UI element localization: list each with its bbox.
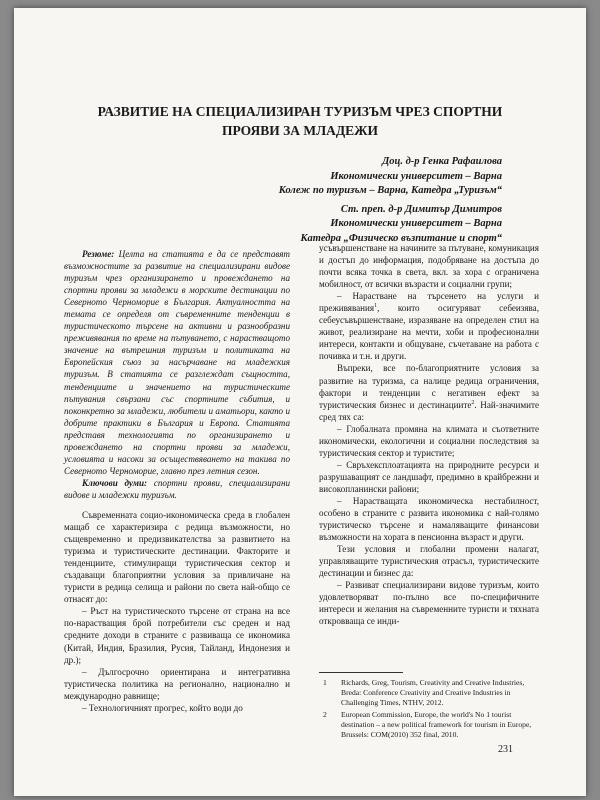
keywords-text: спортни прояви, специализирани видове и младежки туризъм. <box>64 477 291 500</box>
footnote-text: Richards, Greg, Tourism, Creativity and Creative Industries, Breda: Conference Creativity and Creative Industries in Challenging Times, NTHV, 2012. <box>341 678 525 707</box>
author-1-department: Колеж по туризъм – Варна, Катедра „Туризъм“ <box>278 185 502 196</box>
footnote-ref: 1 <box>374 303 378 310</box>
body-paragraph: – Нарастващата икономическа нестабилност, особено в страните с развита икономика с най-голямо туристическо търсене и намаляващите финансови възможности на хората в пенсионна възраст и други. <box>319 495 539 543</box>
footnote-item <box>319 710 539 740</box>
paragraph-text: . Най-значимите сред тях са: <box>319 399 539 422</box>
body-paragraph: – Глобалната промяна на климата и съответните икономически, екологични и социални последствия за туристическия сектор и туристите; <box>319 423 539 458</box>
page-number: 231 <box>498 744 513 755</box>
paper-title: РАЗВИТИЕ НА СПЕЦИАЛИЗИРАН ТУРИЗЪМ ЧРЕЗ СПОРТНИ ПРОЯВИ ЗА МЛАДЕЖИ <box>97 104 503 138</box>
document-page <box>14 8 586 796</box>
body-paragraph: – Свръхексплоатацията на природните ресурси и разрушаващият се ландшафт, предимно в крайбрежни и високопланински райони; <box>319 459 539 494</box>
author-1-name: Доц. д-р Генка Рафаилова <box>382 156 502 167</box>
footnote-divider <box>319 672 403 673</box>
body-paragraph: – Дългосрочно ориентирана и интегративна туристическа политика на регионално, национално и международно равнище; <box>64 666 290 701</box>
paragraph-text: , които осигуряват себеизява, себеусъвършенстване, изразяване на определен стил на живот, реализиране на мечти, хоби и професионални интереси, контакти и общуване, съчетаване на работа с почивка и т.н. и други. <box>319 303 539 362</box>
body-paragraph: – Ръст на туристическото търсене от страна на все по-нарастващия брой потребители със среден и над средните доходи в страните с развиваща се икономика (Китай, Индия, Бразилия, Русия, Тайланд, Индонезия и др.); <box>64 606 290 665</box>
paragraph-text: – Нарастване на търсенето на услуги и преживявания <box>319 291 539 314</box>
body-paragraph: усъвършенстване на начините за пътуване, комуникация и достъп до информация, подобряване на достъпа до почти всяка точка в света, вкл. за хора с ограничена мобилност, от всички възрасти и социални групи; <box>319 243 539 290</box>
abstract-text: Целта на статията е да се представят възможностите за развитие на специализирани видове туризъм чрез организирането и провеждането на спортни прояви за младежи в морските дестинации по Северното Черноморие в България. Актуалността на темата се определя от съвременните тенденции в туристическото търсене на активни и разнообразни преживявания по време на пътуването, с нарастващото значение на вътрешния туризъм и политиката на Европейския съюз за насърчаване на младежкия туризъм. В статията се разглеждат същността, тенденциите и значението на туристическите пътувания свързани със спортните събития, и поконкретно за младежи, любители и аматьори, както и добрите практики в България и Европа. Статията представя технологията по организирането и провеждането на спортни прояви за младежи, условията и насоки за осъществяването на такива по Северното Черноморие, главно през летния сезон. <box>64 249 290 476</box>
footnote-number: 2 <box>323 710 327 719</box>
keywords-label: Ключови думи: <box>82 477 148 488</box>
footnote-number: 1 <box>323 678 327 687</box>
left-column <box>64 248 290 714</box>
author-1 <box>102 155 502 199</box>
body-paragraph: – Технологичният прогрес, който води до <box>82 702 243 713</box>
body-paragraph: Съвременната социо-икономическа среда в глобален мащаб се характеризира с редица възможности, но същевременно и предизвикателства за развитието на туризма и туристическите дестинации. Факторите и тенденциите, стимулиращи туристическия сектор и създаващи благоприятни условия за привличане на туристи в редица селища и райони по света най-общо се отнасят до: <box>64 509 290 605</box>
author-1-affiliation: Икономически университет – Варна <box>330 170 502 182</box>
footnotes <box>319 678 539 742</box>
author-2-affiliation: Икономически университет – Варна <box>330 218 502 229</box>
body-paragraph <box>319 362 539 422</box>
author-2-department: Катедра „Физическо възпитание и спорт“ <box>300 232 502 244</box>
abstract-label: Резюме: <box>82 249 115 259</box>
right-column <box>319 242 539 628</box>
author-2 <box>102 203 502 247</box>
footnote-item <box>319 678 539 708</box>
body-paragraph: Тези условия и глобални промени налагат, управляващите туристическия отрасъл, туристическите дестинации и бизнес да: <box>319 544 539 579</box>
keywords <box>64 477 290 501</box>
footnote-ref: 2 <box>471 399 475 406</box>
abstract <box>64 248 290 477</box>
authors-block <box>102 155 502 250</box>
body-paragraph: – Развиват специализирани видове туризъм, които удовлетворяват по-пълно все по-специфичните интереси и желания на съвременните туристи и тяхната откровваща се инди- <box>319 580 539 627</box>
author-2-name: Ст. преп. д-р Димитър Димитров <box>340 203 502 215</box>
paragraph-text: Въпреки, все по-благоприятните условия за развитие на туризма, са налице редица ограничения, фактори и тенденции с негативен ефект за туристическия бизнес и дестинациите <box>319 363 539 410</box>
footnote-text: European Commission, Europe, the world's No 1 tourist destination – a new political framework for tourism in Europe, Brussels: COM(2010) 352 final, 2010. <box>341 710 532 739</box>
body-paragraph <box>319 290 539 362</box>
